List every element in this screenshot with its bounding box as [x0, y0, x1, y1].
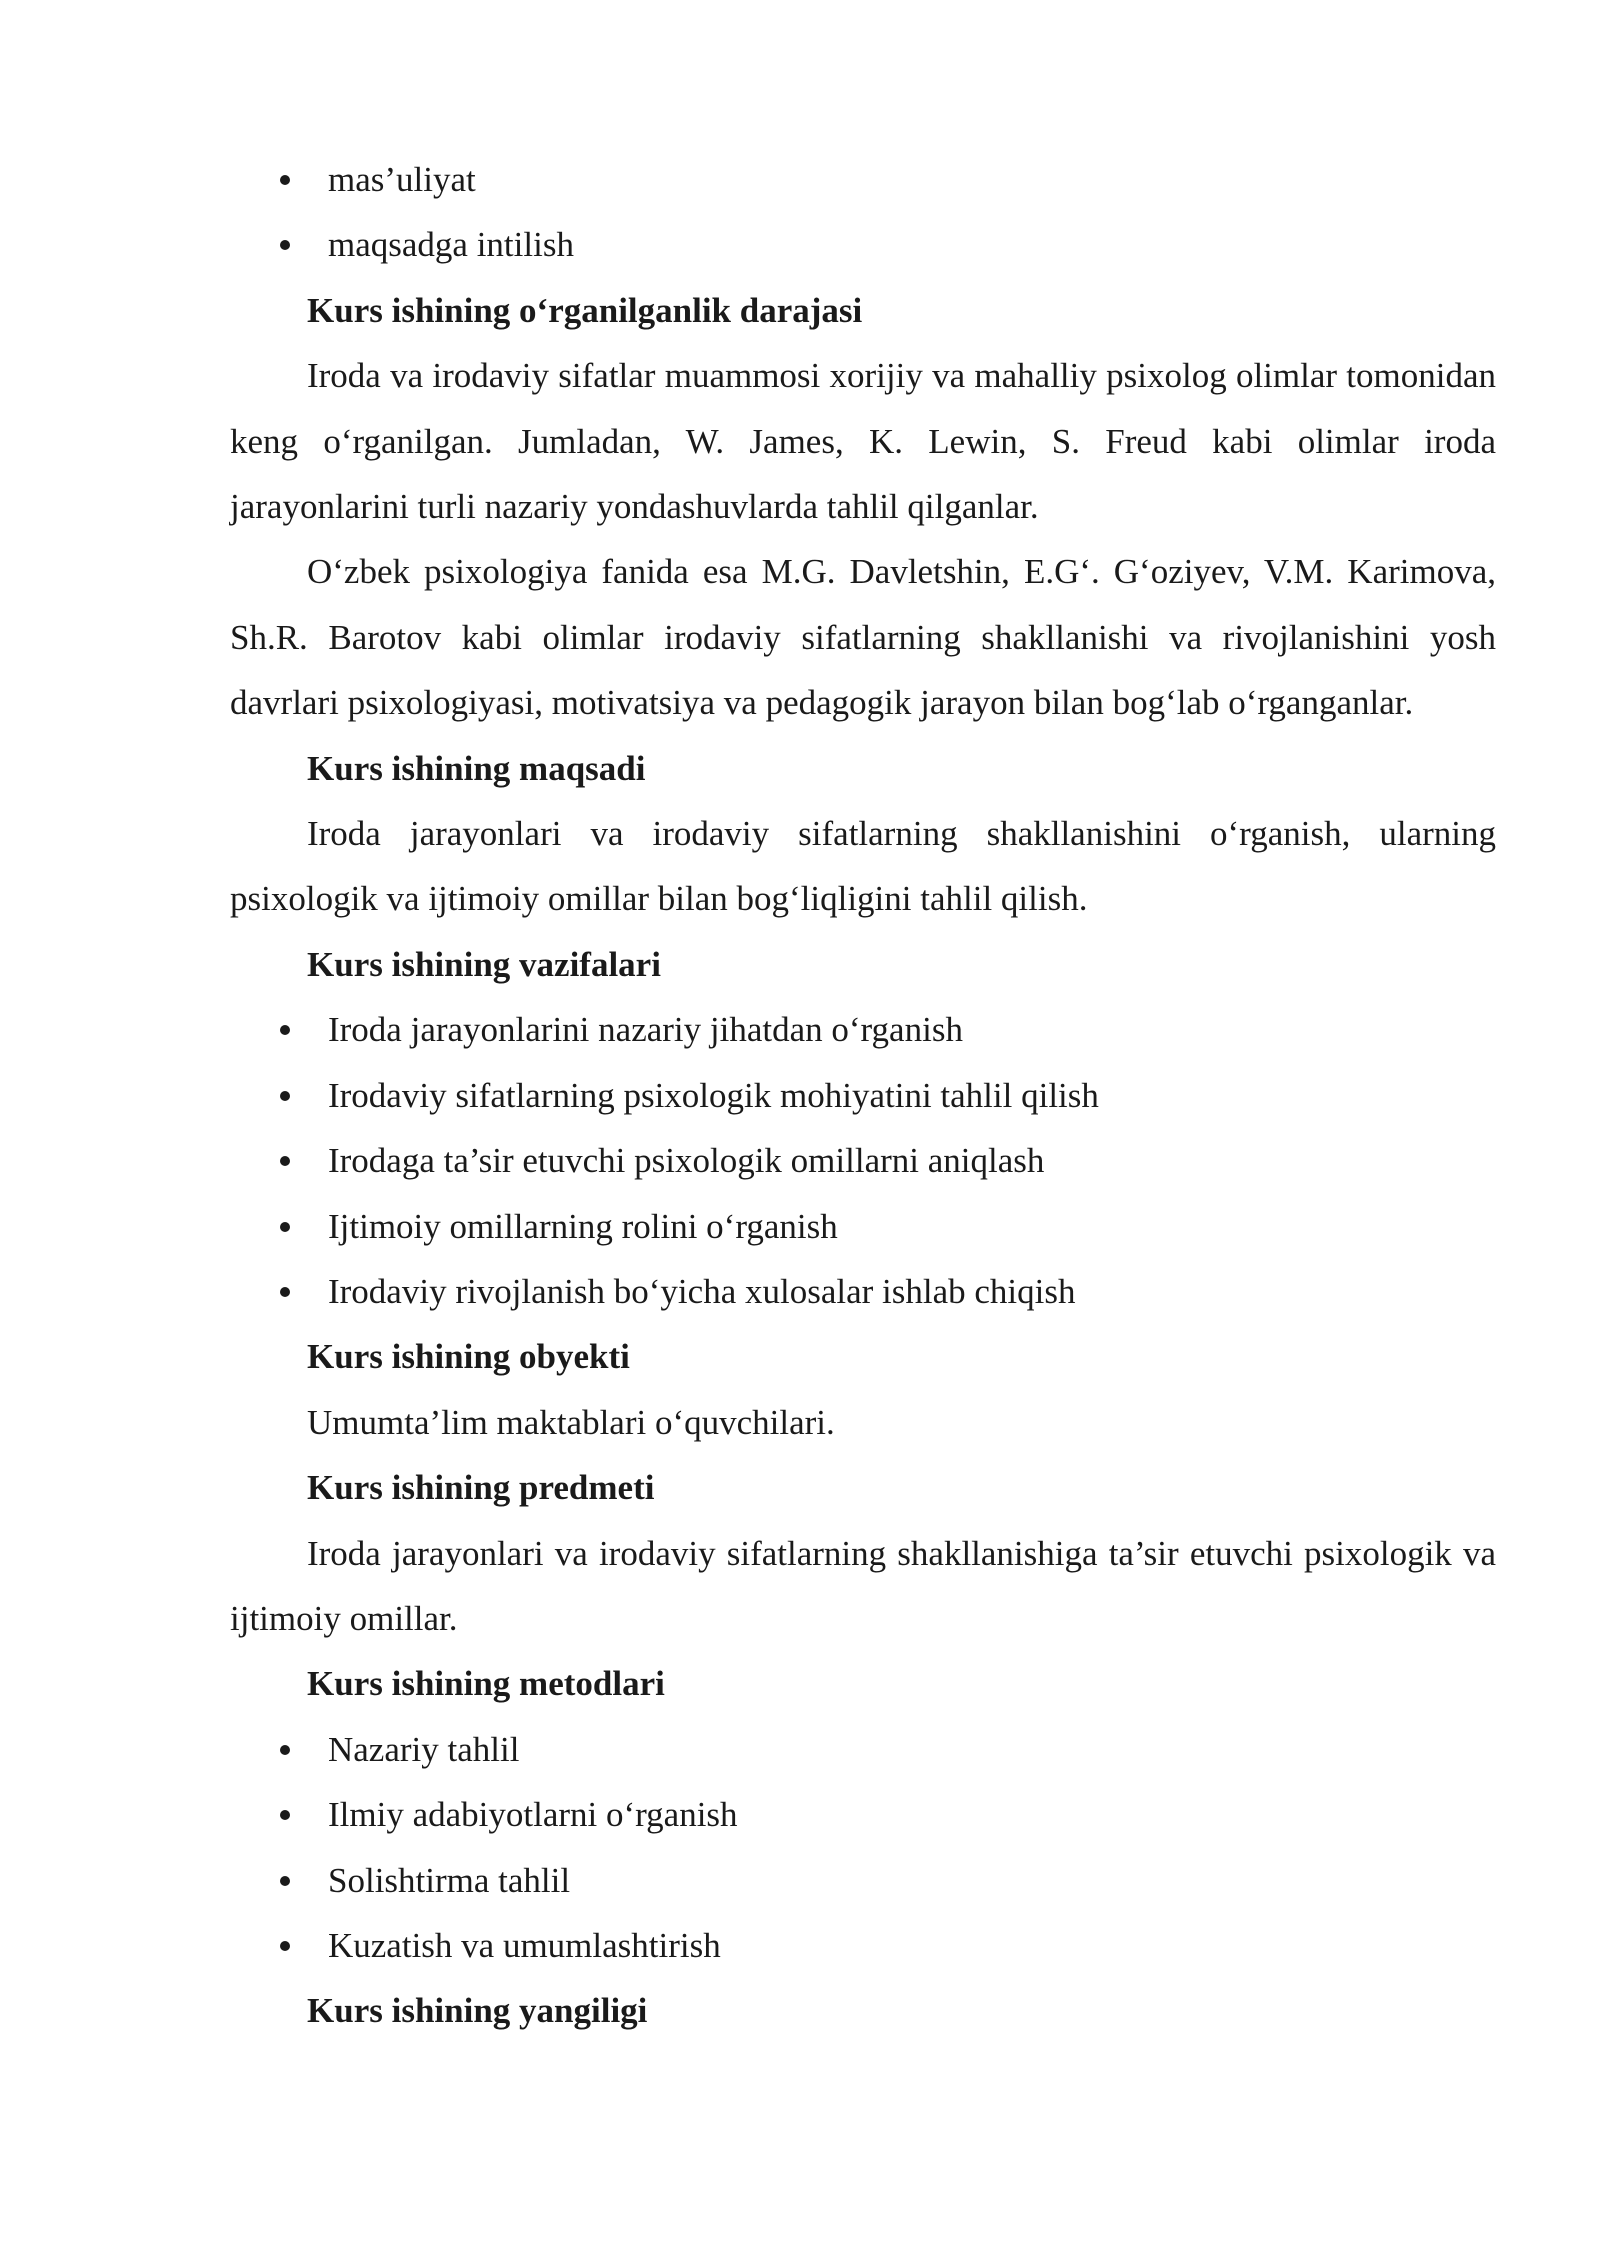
- list-item-text: Irodaga ta’sir etuvchi psixologik omillarni aniqlash: [328, 1141, 1045, 1181]
- page-content: [230, 147, 1496, 2044]
- bullet-icon: [280, 1025, 290, 1035]
- list-item-text: Irodaviy sifatlarning psixologik mohiyatini tahlil qilish: [328, 1075, 1099, 1115]
- section-heading-methods: Kurs ishining metodlari: [307, 1664, 665, 1704]
- list-item: [230, 1259, 1496, 1324]
- section-heading-study-degree: Kurs ishining o‘rganilganlik darajasi: [307, 290, 863, 330]
- paragraph-goal: Iroda jarayonlari va irodaviy sifatlarning shakllanishini o‘rganish, ularning psixologik va ijtimoiy omillar bilan bog‘liqligini tahlil qilish.: [230, 814, 1496, 919]
- list-item-text: Ilmiy adabiyotlarni o‘rganish: [328, 1795, 738, 1835]
- list-item-text: Ijtimoiy omillarning rolini o‘rganish: [328, 1206, 838, 1246]
- list-item: [230, 997, 1496, 1062]
- list-item: [230, 1848, 1496, 1913]
- list-item: [230, 1063, 1496, 1128]
- section-heading-goal: Kurs ishining maqsadi: [307, 748, 646, 788]
- bullet-icon: [280, 1941, 290, 1951]
- bullet-icon: [280, 1810, 290, 1820]
- bullet-icon: [280, 1222, 290, 1232]
- list-item: [230, 1717, 1496, 1782]
- list-item-text: maqsadga intilish: [328, 225, 574, 265]
- list-item: [230, 1913, 1496, 1978]
- list-item-text: Irodaviy rivojlanish bo‘yicha xulosalar ishlab chiqish: [328, 1271, 1076, 1311]
- bullet-icon: [280, 175, 290, 185]
- bullet-icon: [280, 1876, 290, 1886]
- list-item-text: Nazariy tahlil: [328, 1729, 520, 1769]
- list-item-text: Kuzatish va umumlashtirish: [328, 1925, 721, 1965]
- list-item-text: Iroda jarayonlarini nazariy jihatdan o‘rganish: [328, 1010, 963, 1050]
- bullet-icon: [280, 1745, 290, 1755]
- list-item: [230, 1782, 1496, 1847]
- bullet-icon: [280, 1091, 290, 1101]
- paragraph-subject: Iroda jarayonlari va irodaviy sifatlarning shakllanishiga ta’sir etuvchi psixologik va ijtimoiy omillar.: [230, 1533, 1496, 1638]
- section-heading-object: Kurs ishining obyekti: [307, 1337, 630, 1377]
- paragraph-foreign-scholars: Iroda va irodaviy sifatlar muammosi xorijiy va mahalliy psixolog olimlar tomonidan keng o‘rganilgan. Jumladan, W. James, K. Lewin, S. Freud kabi olimlar iroda jarayonlarini turli nazariy yondashuvlarda tahlil qilganlar.: [230, 356, 1496, 527]
- section-heading-novelty: Kurs ishining yangiligi: [307, 1991, 648, 2031]
- list-item: [230, 147, 1496, 212]
- section-heading-tasks: Kurs ishining vazifalari: [307, 944, 661, 984]
- bullet-icon: [280, 1156, 290, 1166]
- bullet-list-qualities: [230, 147, 1496, 278]
- bullet-list-methods: [230, 1717, 1496, 1979]
- section-heading-subject: Kurs ishining predmeti: [307, 1468, 655, 1508]
- paragraph-object: Umumta’lim maktablari o‘quvchilari.: [307, 1402, 835, 1442]
- list-item: [230, 1128, 1496, 1193]
- list-item-text: Solishtirma tahlil: [328, 1860, 571, 1900]
- bullet-icon: [280, 1287, 290, 1297]
- paragraph-uzbek-scholars: O‘zbek psixologiya fanida esa M.G. Davletshin, E.G‘. G‘oziyev, V.M. Karimova, Sh.R. Barotov kabi olimlar irodaviy sifatlarning shakllanishi va rivojlanishini yosh davrlari psixologiyasi, motivatsiya va pedagogik jarayon bilan bog‘lab o‘rganganlar.: [230, 552, 1496, 723]
- list-item: [230, 1194, 1496, 1259]
- list-item: [230, 212, 1496, 277]
- bullet-icon: [280, 240, 290, 250]
- list-item-text: mas’uliyat: [328, 160, 476, 199]
- bullet-list-tasks: [230, 997, 1496, 1324]
